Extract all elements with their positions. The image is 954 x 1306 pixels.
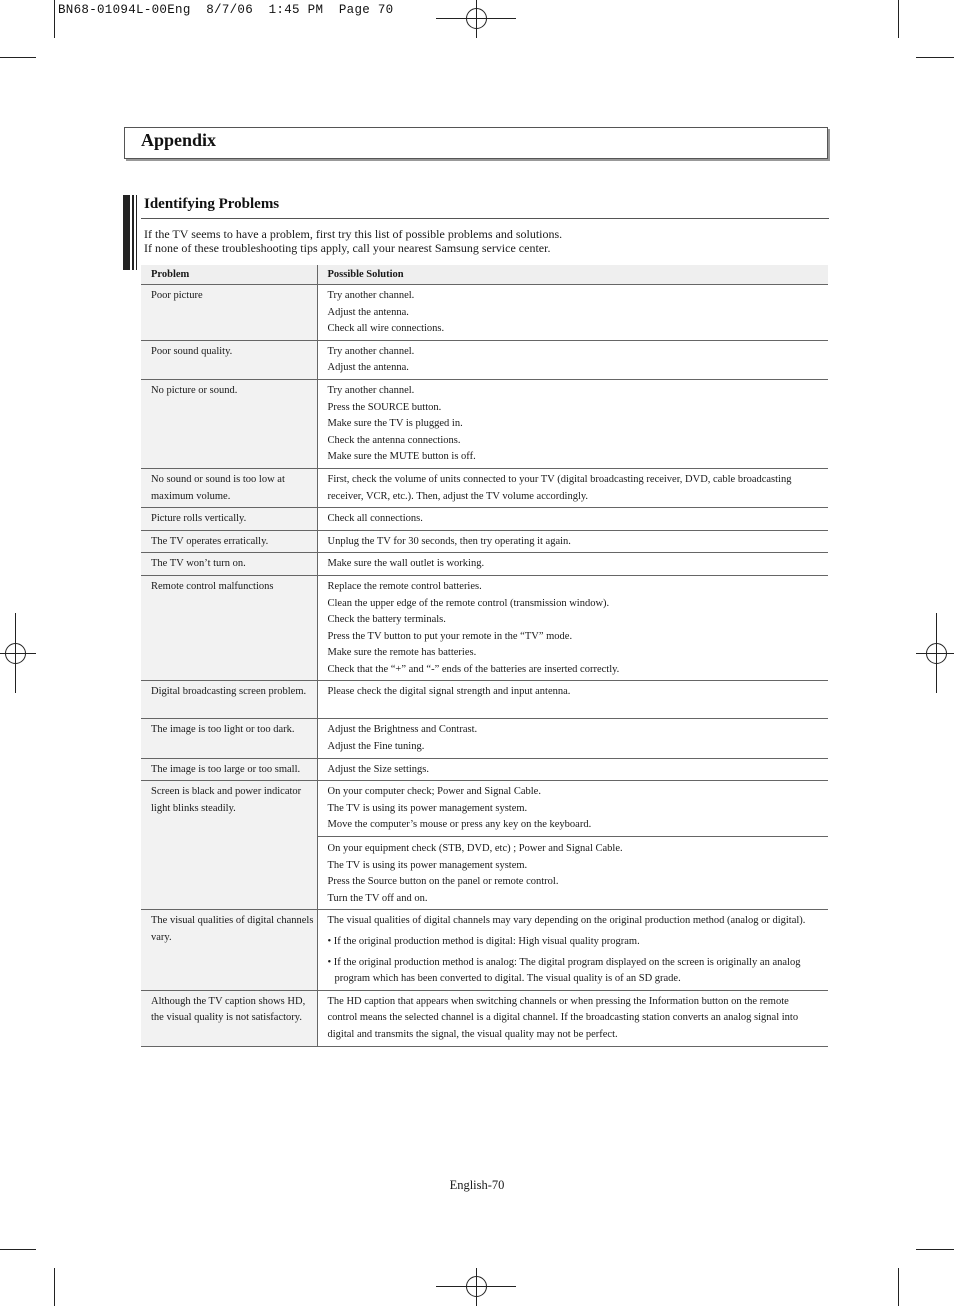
solution-line: Move the computer’s mouse or press any key on the keyboard. xyxy=(327,819,592,831)
solution-line: Adjust the Size settings. xyxy=(327,763,429,775)
solution-bullet: • If the original production method is digital: High visual quality program. xyxy=(327,936,640,947)
section-header xyxy=(124,127,828,159)
problem-cell: Remote control malfunctions xyxy=(141,575,317,681)
solution-cell xyxy=(317,468,828,507)
table-row xyxy=(141,285,828,341)
problem-cell: No sound or sound is too low at maximum volume. xyxy=(141,468,317,507)
table-row xyxy=(141,553,828,576)
solution-line: Make sure the TV is plugged in. xyxy=(327,418,463,430)
solution-line: Try another channel. xyxy=(327,290,415,301)
solution-line: Turn the TV off and on. xyxy=(327,892,428,904)
solution-cell xyxy=(317,285,828,341)
solution-line: First, check the volume of units connected to your TV (digital broadcasting receiver, DVD, cable broadcasting receiver, VCR, etc.). Then, adjust the TV volume accordingly. xyxy=(327,473,792,502)
solution-line: Check the battery terminals. xyxy=(327,614,446,626)
table-row xyxy=(141,990,828,1046)
solution-line: Adjust the antenna. xyxy=(327,362,409,374)
solution-line: Check all wire connections. xyxy=(327,323,445,335)
page-number: English-70 xyxy=(449,1178,505,1192)
solution-line: The visual qualities of digital channels may vary depending on the original production method (analog or digital). xyxy=(327,915,806,927)
solution-cell xyxy=(317,681,828,719)
table-row xyxy=(141,910,828,990)
problem-cell: Screen is black and power indicator light blinks steadily. xyxy=(141,781,317,910)
problem-cell: The image is too light or too dark. xyxy=(141,719,317,758)
problem-cell: Digital broadcasting screen problem. xyxy=(141,681,317,719)
problem-cell: The TV operates erratically. xyxy=(141,530,317,553)
solution-line: Try another channel. xyxy=(327,345,415,357)
problem-cell: The TV won’t turn on. xyxy=(141,553,317,576)
solution-line: The HD caption that appears when switching channels or when pressing the Information button on the remote control means the selected channel is a digital channel. If the broadcasting station converts an analog signal into digital and transmits the signal, the visual quality may not be perfect. xyxy=(327,995,799,1040)
section-title: Appendix xyxy=(141,130,217,150)
solution-cell xyxy=(317,758,828,781)
table-header-row xyxy=(141,265,828,285)
solution-line: Replace the remote control batteries. xyxy=(327,580,482,592)
problem-cell: Poor picture xyxy=(141,285,317,341)
print-header: BN68-01094L-00Eng 8/7/06 1:45 PM Page 70 xyxy=(58,3,394,17)
table-row xyxy=(141,508,828,531)
solution-line: Adjust the Brightness and Contrast. xyxy=(327,724,478,736)
solution-line: Clean the upper edge of the remote control (transmission window). xyxy=(327,597,610,609)
solution-line: Try another channel. xyxy=(327,384,415,396)
solution-cell xyxy=(317,340,828,379)
solution-line: Press the SOURCE button. xyxy=(327,401,442,413)
solution-cell xyxy=(317,553,828,576)
problem-cell: Although the TV caption shows HD, the visual quality is not satisfactory. xyxy=(141,990,317,1046)
table-row xyxy=(141,758,828,781)
table-row xyxy=(141,681,828,719)
subsection-rule xyxy=(141,218,829,219)
table-row xyxy=(141,719,828,758)
table-row xyxy=(141,379,828,468)
solution-line: Make sure the wall outlet is working. xyxy=(327,558,485,570)
solution-cell xyxy=(317,530,828,553)
intro-line: If the TV seems to have a problem, first try this list of possible problems and solutions. xyxy=(144,227,563,241)
solution-line: Please check the digital signal strength and input antenna. xyxy=(327,686,571,698)
solution-line: On your equipment check (STB, DVD, etc) ; Power and Signal Cable. xyxy=(327,843,623,855)
solution-line: Press the TV button to put your remote in the “TV” mode. xyxy=(327,630,573,642)
subsection-title: Identifying Problems xyxy=(144,196,280,212)
solution-line: Adjust the Fine tuning. xyxy=(327,741,425,753)
solution-line: Press the Source button on the panel or remote control. xyxy=(327,876,559,888)
section-side-bars xyxy=(123,195,137,270)
troubleshooting-table xyxy=(141,265,828,1047)
solution-cell xyxy=(317,781,828,837)
solution-bullet: • If the original production method is analog: The digital program displayed on the screen is originally an analog program which has been converted to digital. The visual quality is of an SD grade. xyxy=(327,956,801,985)
column-header-problem: Problem xyxy=(141,265,317,285)
solution-line: Check all connections. xyxy=(327,513,423,525)
solution-line: The TV is using its power management system. xyxy=(327,859,528,871)
table-body xyxy=(141,285,828,1047)
solution-line: Make sure the remote has batteries. xyxy=(327,647,477,659)
solution-cell xyxy=(317,379,828,468)
column-header-solution: Possible Solution xyxy=(317,265,828,285)
solution-line: The TV is using its power management system. xyxy=(327,802,528,814)
problem-cell: No picture or sound. xyxy=(141,379,317,468)
solution-cell xyxy=(317,990,828,1046)
table-row xyxy=(141,575,828,681)
problem-cell: Picture rolls vertically. xyxy=(141,508,317,531)
table-row xyxy=(141,468,828,507)
intro-text xyxy=(144,227,562,255)
problem-cell: The visual qualities of digital channels vary. xyxy=(141,910,317,990)
solution-line: Adjust the antenna. xyxy=(327,306,409,318)
solution-line: Check the antenna connections. xyxy=(327,434,461,446)
problem-cell: Poor sound quality. xyxy=(141,340,317,379)
solution-line: Make sure the MUTE button is off. xyxy=(327,451,476,463)
solution-cell xyxy=(317,910,828,990)
table-row xyxy=(141,340,828,379)
solution-line: On your computer check; Power and Signal Cable. xyxy=(327,786,541,798)
table-row xyxy=(141,781,828,837)
solution-cell xyxy=(317,575,828,681)
problem-cell: The image is too large or too small. xyxy=(141,758,317,781)
intro-line: If none of these troubleshooting tips apply, call your nearest Samsung service center. xyxy=(144,241,551,255)
solution-line: Unplug the TV for 30 seconds, then try operating it again. xyxy=(327,535,571,547)
solution-cell xyxy=(317,719,828,758)
solution-cell xyxy=(317,837,828,910)
solution-cell xyxy=(317,508,828,531)
solution-line: Check that the “+” and “-” ends of the batteries are inserted correctly. xyxy=(327,663,620,675)
table-row xyxy=(141,530,828,553)
